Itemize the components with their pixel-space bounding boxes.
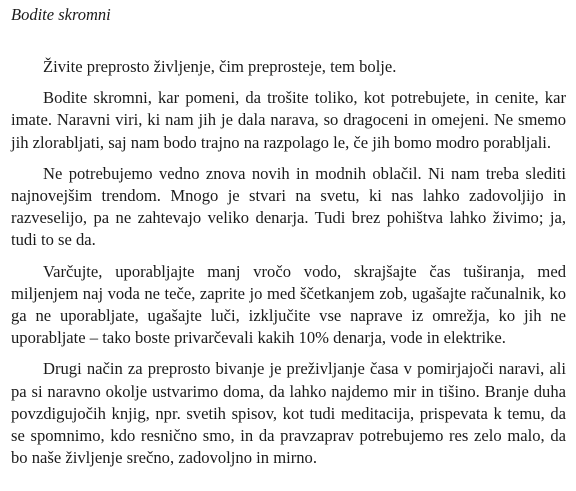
body-text [11, 56, 566, 469]
section-heading: Bodite skromni [11, 5, 111, 24]
paragraph-4: Varčujte, uporabljajte manj vročo vodo, skrajšajte čas tuširanja, med miljenjem naj voda ne teče, zaprite jo med ščetkanjem zob, ugašajte računalnik, ko ga ne uporabljate, ugašajte luči, izklјučite vse naprave iz omrežja, ko jih ne uporabljate – tako boste privarčevali kakih 10% denarja, vode in elektrike. [11, 261, 566, 348]
paragraph-3: Ne potrebujemo vedno znova novih in modnih oblačil. Ni nam treba slediti najnovejšim trendom. Mnogo je stvari na svetu, ki nas lahko zadovoljijo in razveselijo, pa ne zahtevajo veliko denarja. Tudi brez pohištva lahko živimo; ja, tudi to se da. [11, 163, 566, 250]
paragraph-1: Živite preprosto življenje, čim preprosteje, tem bolje. [43, 57, 397, 76]
paragraph-2: Bodite skromni, kar pomeni, da trošite toliko, kot potrebujete, in cenite, kar imate. Naravni viri, ki nam jih je dala narava, so dragoceni in omejeni. Ne smemo jih zlorabljati, saj nam bodo trajno na razpolago le, če jih bomo modro porabljali. [11, 88, 566, 152]
paragraph-5: Drugi način za preprosto bivanje je preživljanje časa v pomirjajoči naravi, ali pa si naravno okolje ustvarimo doma, da lahko najdemo mir in tišino. Branje duha povzdigujočih knjig, npr. svetih spisov, kot tudi meditacija, prispevata k temu, da se spomnimo, kdo resnično smo, in da pravzaprav potrebujemo res zelo malo, da bo naše življenje srečno, zadovoljno in mirno. [11, 359, 566, 468]
